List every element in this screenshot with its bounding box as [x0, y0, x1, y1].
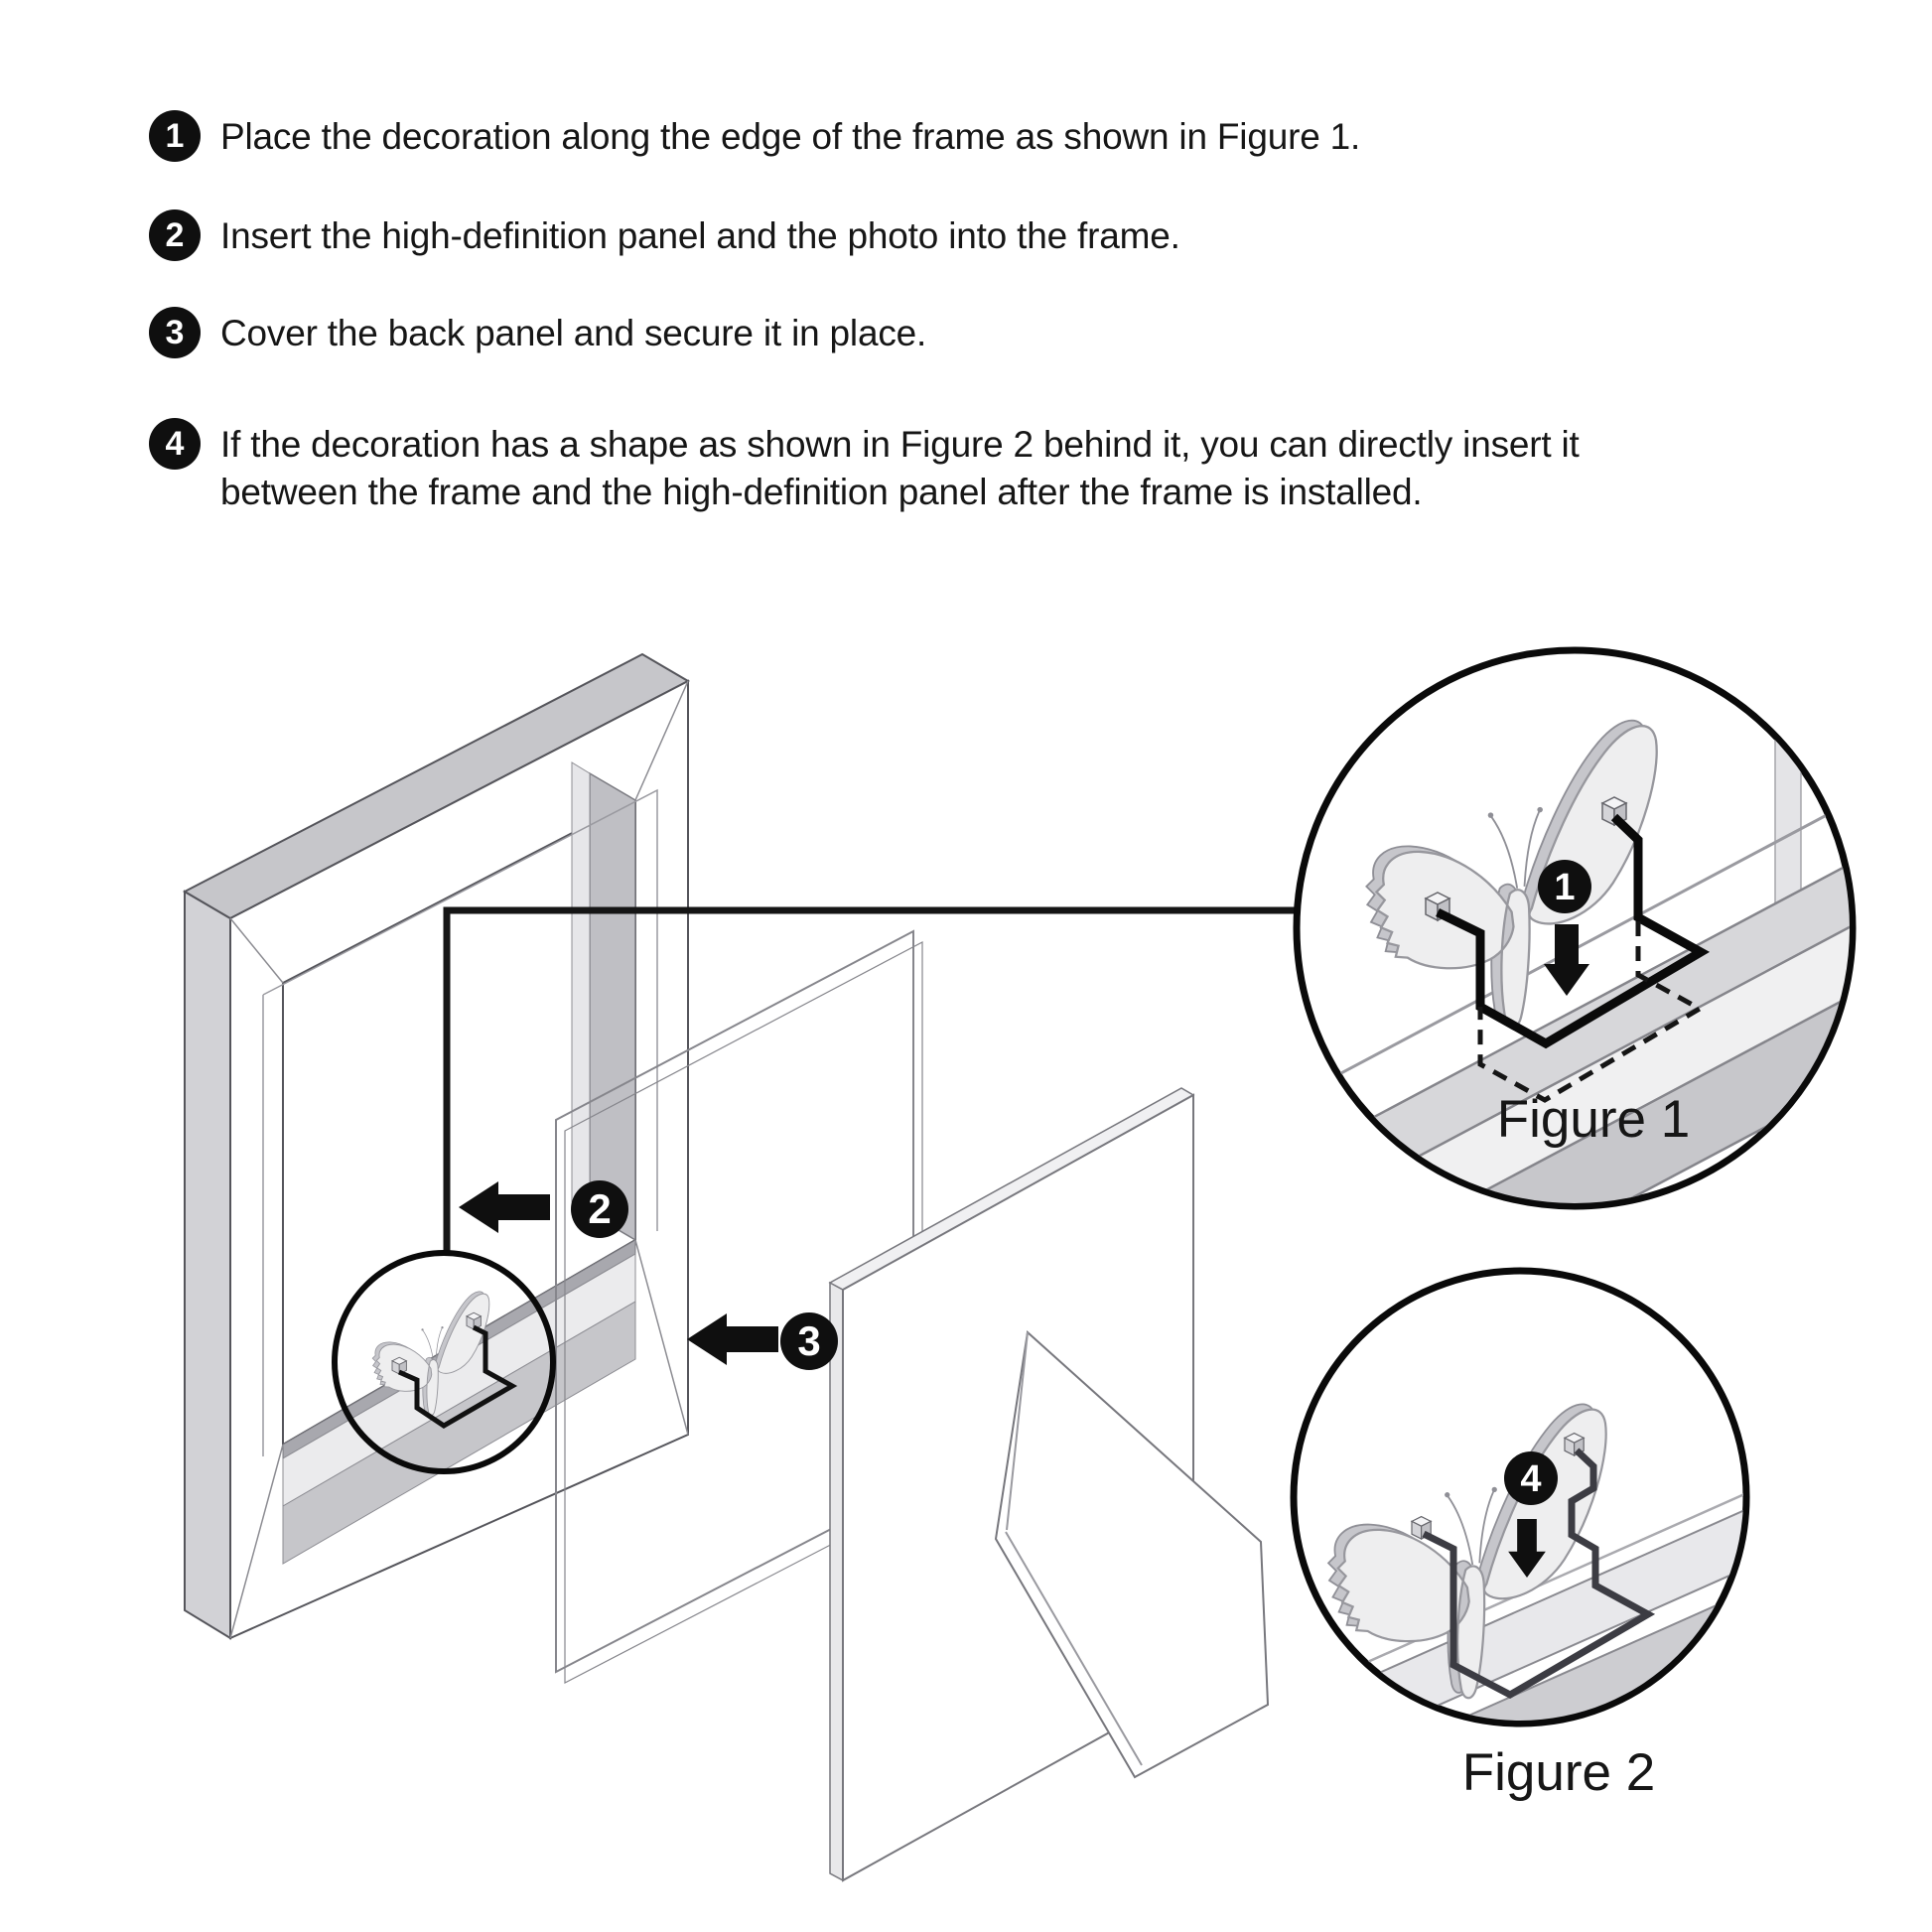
step-4-number: 4: [165, 424, 185, 463]
step-4-text: If the decoration has a shape as shown in Figure 2 behind it, you can directly insert it between the frame and the high-definition panel after the frame is installed.: [220, 424, 1580, 512]
figure-1-detail: [1279, 650, 1932, 1323]
figure-2-badge-number: 4: [1520, 1458, 1542, 1500]
insert-panel-badge: [571, 1180, 628, 1238]
figure-1-label: Figure 1: [1496, 1090, 1691, 1149]
wire-cube: [392, 1357, 406, 1374]
back-panel-left-edge: [830, 1283, 843, 1880]
insert-panel-badge-number: 2: [588, 1185, 612, 1232]
figure-1-badge: [1538, 860, 1591, 913]
left-arrow-icon: [459, 1181, 550, 1233]
wire-cube: [467, 1312, 481, 1329]
step-1-number: 1: [165, 116, 185, 155]
figure-2-label: Figure 2: [1461, 1743, 1656, 1802]
back-panel-badge: [780, 1312, 838, 1370]
step-1-text: Place the decoration along the edge of the frame as shown in Figure 1.: [220, 116, 1361, 157]
step-2-text: Insert the high-definition panel and the photo into the frame.: [220, 215, 1180, 256]
figure-2-detail: [1237, 1271, 1932, 1861]
step-3-number: 3: [165, 313, 185, 351]
back-panel-badge-number: 3: [797, 1317, 821, 1364]
frame-opening-right-wall: [590, 773, 635, 1240]
frame: [185, 654, 688, 1638]
frame-left-face: [185, 892, 230, 1638]
step-2-number: 2: [165, 215, 185, 254]
figure-2-badge: [1504, 1451, 1558, 1505]
step-3-text: Cover the back panel and secure it in place.: [220, 313, 927, 353]
left-arrow-icon: [687, 1313, 778, 1365]
figure-1-badge-number: 1: [1554, 867, 1576, 908]
